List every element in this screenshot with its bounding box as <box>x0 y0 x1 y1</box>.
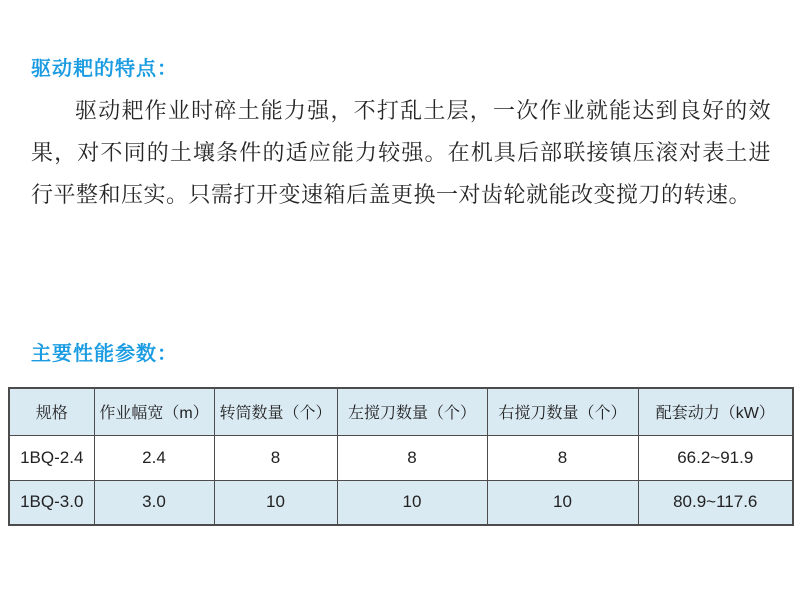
cell-right-blades: 8 <box>487 435 638 480</box>
cell-left-blades: 10 <box>337 480 487 525</box>
col-header-drums: 转筒数量（个） <box>214 388 337 435</box>
specs-table-container <box>8 387 792 526</box>
col-header-right-blades: 右搅刀数量（个） <box>487 388 638 435</box>
col-header-spec: 规格 <box>9 388 94 435</box>
cell-right-blades: 10 <box>487 480 638 525</box>
parameters-heading: 主要性能参数： <box>31 343 178 365</box>
specs-table <box>8 387 794 526</box>
cell-model: 1BQ-3.0 <box>9 480 94 525</box>
table-row <box>9 435 793 480</box>
cell-left-blades: 8 <box>337 435 487 480</box>
cell-power: 66.2~91.9 <box>638 435 793 480</box>
table-header-row <box>9 388 793 435</box>
col-header-width: 作业幅宽（m） <box>94 388 214 435</box>
features-heading: 驱动耙的特点： <box>31 58 178 80</box>
cell-width: 3.0 <box>94 480 214 525</box>
cell-model: 1BQ-2.4 <box>9 435 94 480</box>
features-paragraph: 驱动耙作业时碎土能力强，不打乱土层，一次作业就能达到良好的效果，对不同的土壤条件的适应能力较强。在机具后部联接镇压滚对表土进行平整和压实。只需打开变速箱后盖更换一对齿轮就能改变搅刀的转速。 <box>31 98 771 207</box>
col-header-left-blades: 左搅刀数量（个） <box>337 388 487 435</box>
cell-width: 2.4 <box>94 435 214 480</box>
col-header-power: 配套动力（kW） <box>638 388 793 435</box>
cell-drums: 10 <box>214 480 337 525</box>
cell-drums: 8 <box>214 435 337 480</box>
cell-power: 80.9~117.6 <box>638 480 793 525</box>
table-row <box>9 480 793 525</box>
